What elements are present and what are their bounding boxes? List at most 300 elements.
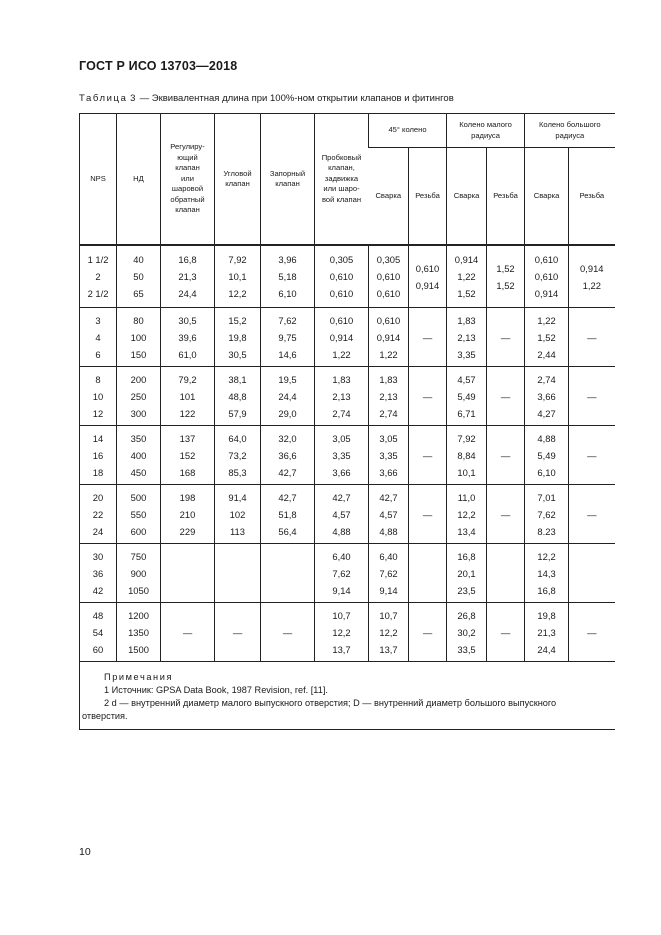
cell-value: 10,7 <box>332 609 351 621</box>
cell-elbow45-weld <box>369 245 409 308</box>
cell-nps <box>80 544 117 603</box>
cell-value: 3,66 <box>332 466 351 478</box>
cell-nd <box>117 245 161 308</box>
cell-value: 0,610 <box>376 271 401 282</box>
cell-value: 7,62 <box>278 314 297 326</box>
cell-value: 73,2 <box>228 449 247 461</box>
cell-value: 85,3 <box>228 466 247 478</box>
cell-value: 1,83 <box>332 373 351 385</box>
header-plug-valve-line: клапан, <box>328 163 355 173</box>
cell-elbow45-weld <box>369 485 409 544</box>
cell-value: 30 <box>92 550 104 562</box>
caption-text: — Эквивалентная длина при 100%-ном открытии клапанов и фитингов <box>139 93 454 104</box>
cell-elbow-large-thread <box>569 367 615 426</box>
note-1: 1 Источник: GPSA Data Book, 1987 Revision, ref. [11]. <box>104 685 328 695</box>
cell-value: 57,9 <box>228 407 247 419</box>
cell-nps <box>80 245 117 308</box>
cell-nps <box>80 485 117 544</box>
cell-value: 13,7 <box>379 643 398 655</box>
cell-value: 1050 <box>128 584 149 596</box>
cell-value: 24,4 <box>278 390 297 402</box>
cell-angle-valve <box>215 367 261 426</box>
note-2: 2 d — внутренний диаметр малого выпускного отверстия; D — внутренний диаметр большого выпускного <box>104 698 557 708</box>
header-elbow-large-radius-line: Колено большого <box>538 120 601 130</box>
cell-check-valve <box>161 245 215 308</box>
header-elbow-small-radius-line: радиуса <box>471 130 500 140</box>
header-angle-valve <box>215 114 261 246</box>
cell-value: 5,18 <box>278 271 297 282</box>
cell-value: 12,2 <box>379 626 398 638</box>
cell-check-valve <box>161 308 215 367</box>
cell-value: 550 <box>130 508 147 520</box>
header-elbow-large-radius <box>525 114 615 148</box>
cell-check-valve <box>161 367 215 426</box>
cell-nps <box>80 603 117 662</box>
cell-value: 16 <box>92 449 104 461</box>
cell-value: 10,1 <box>228 271 247 282</box>
cell-elbow-large-thread <box>569 485 615 544</box>
cell-value: 8 <box>95 373 101 385</box>
cell-plug-valve <box>315 308 369 367</box>
table-body <box>80 245 615 730</box>
cell-value: 3,35 <box>379 449 398 461</box>
header-plug-valve <box>315 114 369 246</box>
cell-value: 4,88 <box>332 525 351 537</box>
cell-value: 1,52 <box>496 262 515 274</box>
cell-value: 6,71 <box>457 407 476 419</box>
cell-value: — <box>587 331 597 343</box>
cell-value: — <box>422 626 433 638</box>
cell-elbow-small-thread <box>487 367 525 426</box>
cell-value: 48 <box>92 609 104 621</box>
cell-globe-valve <box>261 544 315 603</box>
header-nd: НД <box>117 114 161 246</box>
cell-value: 4,57 <box>457 373 476 385</box>
header-check-valve-line: клапан <box>175 163 200 173</box>
cell-value: 229 <box>179 525 196 537</box>
table-row <box>80 426 615 485</box>
cell-plug-valve <box>315 367 369 426</box>
cell-elbow-small-weld <box>447 603 487 662</box>
cell-value: 19,5 <box>278 373 297 385</box>
cell-angle-valve <box>215 308 261 367</box>
cell-value: 50 <box>133 271 144 282</box>
cell-elbow45-weld <box>369 603 409 662</box>
cell-value: 6,10 <box>278 288 297 299</box>
cell-value: 1500 <box>128 643 149 655</box>
table-row <box>80 603 615 662</box>
cell-value: 450 <box>130 466 147 478</box>
cell-value: 0,914 <box>580 262 604 274</box>
cell-value: — <box>587 390 597 402</box>
cell-value: — <box>422 508 433 520</box>
header-check-valve-line: обратный <box>170 194 205 204</box>
table-row <box>80 308 615 367</box>
cell-value: 137 <box>179 432 196 444</box>
cell-value: 4,27 <box>537 407 556 419</box>
table-notes <box>80 662 615 730</box>
header-angle-valve-line: Угловой <box>223 168 252 178</box>
header-elbow-small-radius <box>447 114 525 148</box>
cell-value: 2 1/2 <box>87 288 109 299</box>
cell-value: 19,8 <box>537 609 556 621</box>
cell-value: 36 <box>92 567 104 579</box>
cell-elbow-large-weld <box>525 544 569 603</box>
cell-plug-valve <box>315 544 369 603</box>
cell-value: 0,610 <box>376 288 401 299</box>
cell-elbow45-weld <box>369 544 409 603</box>
cell-value: 6,40 <box>332 550 351 562</box>
cell-elbow-large-weld <box>525 245 569 308</box>
cell-value: 210 <box>179 508 196 520</box>
cell-value: 9,75 <box>278 331 297 343</box>
cell-plug-valve <box>315 603 369 662</box>
cell-value: 29,0 <box>278 407 297 419</box>
document-code: ГОСТ Р ИСО 13703—2018 <box>79 59 238 73</box>
cell-value: 20,1 <box>457 567 476 579</box>
cell-nd <box>117 544 161 603</box>
cell-value: — <box>232 626 243 638</box>
cell-elbow-small-weld <box>447 308 487 367</box>
cell-value: 30,2 <box>457 626 476 638</box>
header-thread: Резьба <box>409 148 447 246</box>
cell-value: 12,2 <box>332 626 351 638</box>
cell-value: 350 <box>130 432 147 444</box>
cell-value: 1,52 <box>457 288 476 299</box>
cell-nps <box>80 367 117 426</box>
cell-value: 0,610 <box>329 314 354 326</box>
cell-value: 6,40 <box>379 550 398 562</box>
cell-value: 48,8 <box>228 390 247 402</box>
cell-value: 10,7 <box>379 609 398 621</box>
cell-value: 14 <box>92 432 104 444</box>
cell-globe-valve <box>261 485 315 544</box>
cell-plug-valve <box>315 426 369 485</box>
header-nps: NPS <box>80 114 117 246</box>
cell-value: — <box>587 449 597 461</box>
cell-value: 4,88 <box>537 432 556 444</box>
cell-elbow-small-weld <box>447 485 487 544</box>
header-elbow-45-line: 45° колено <box>388 125 427 135</box>
cell-value: — <box>500 331 511 343</box>
cell-value: 3,05 <box>379 432 398 444</box>
cell-elbow-small-weld <box>447 245 487 308</box>
cell-value: 30,5 <box>178 314 197 326</box>
cell-check-valve <box>161 603 215 662</box>
cell-value: 36,6 <box>278 449 297 461</box>
cell-value: 1,22 <box>537 314 556 326</box>
header-plug-valve-line: Пробковый <box>321 152 362 162</box>
cell-value: 3,35 <box>332 449 351 461</box>
cell-elbow-small-weld <box>447 426 487 485</box>
cell-value: — <box>587 508 597 520</box>
cell-value: 101 <box>179 390 196 402</box>
cell-elbow-large-thread <box>569 245 615 308</box>
cell-value: 12,2 <box>457 508 476 520</box>
cell-value: 91,4 <box>228 491 247 503</box>
header-globe-valve-line: клапан <box>275 179 300 188</box>
cell-value: 500 <box>130 491 147 503</box>
header-weld: Сварка <box>369 148 409 246</box>
header-weld: Сварка <box>447 148 487 246</box>
cell-plug-valve <box>315 245 369 308</box>
cell-value: — <box>422 331 433 343</box>
cell-value: 0,610 <box>534 271 559 282</box>
cell-value: 42,7 <box>278 491 297 503</box>
cell-angle-valve <box>215 544 261 603</box>
cell-value: 200 <box>130 373 147 385</box>
caption-label: Таблица <box>79 93 128 104</box>
cell-value: 7,92 <box>457 432 476 444</box>
header-thread: Резьба <box>569 148 615 246</box>
cell-value: 250 <box>130 390 147 402</box>
cell-value: — <box>422 390 433 402</box>
cell-angle-valve <box>215 426 261 485</box>
cell-elbow-small-thread <box>487 308 525 367</box>
cell-value: 24 <box>92 525 104 537</box>
caption-number: 3 <box>130 93 137 104</box>
cell-value: 7,62 <box>332 567 351 579</box>
cell-globe-valve <box>261 367 315 426</box>
cell-value: 10 <box>92 390 104 402</box>
cell-value: 100 <box>130 331 147 343</box>
cell-value: 0,610 <box>376 314 401 326</box>
cell-value: 5,49 <box>537 449 556 461</box>
cell-value: — <box>422 449 433 461</box>
cell-value: 1200 <box>128 609 149 621</box>
cell-value: 198 <box>179 491 196 503</box>
header-thread: Резьба <box>487 148 525 246</box>
cell-value: 102 <box>229 508 246 520</box>
header-plug-valve-line: задвижка <box>324 173 359 183</box>
cell-value: 54 <box>92 626 104 638</box>
cell-value: 2,13 <box>457 331 476 343</box>
header-check-valve <box>161 114 215 246</box>
cell-value: 30,5 <box>228 348 247 360</box>
cell-value: 18 <box>92 466 104 478</box>
cell-elbow-large-weld <box>525 603 569 662</box>
cell-elbow-small-thread <box>487 603 525 662</box>
cell-elbow-large-weld <box>525 426 569 485</box>
cell-value: 0,914 <box>415 279 440 291</box>
cell-value: 21,3 <box>537 626 556 638</box>
cell-angle-valve <box>215 603 261 662</box>
cell-value: 1350 <box>128 626 149 638</box>
page-number: 10 <box>79 846 91 858</box>
cell-nd <box>117 426 161 485</box>
header-weld: Сварка <box>525 148 569 246</box>
cell-elbow-large-weld <box>525 485 569 544</box>
cell-value: 12 <box>92 407 104 419</box>
cell-value: 1 1/2 <box>87 254 109 265</box>
cell-value: 2,74 <box>379 407 398 419</box>
cell-nd <box>117 603 161 662</box>
cell-value: 51,8 <box>278 508 297 520</box>
cell-value: 8,84 <box>457 449 476 461</box>
header-check-valve-line: шаровой <box>171 184 204 194</box>
cell-value: — <box>500 626 511 638</box>
table-row <box>80 367 615 426</box>
cell-value: 0,610 <box>329 271 354 282</box>
cell-value: 900 <box>130 567 147 579</box>
cell-nd <box>117 367 161 426</box>
cell-value: 113 <box>230 525 245 537</box>
cell-value: 14,6 <box>278 348 297 360</box>
cell-check-valve <box>161 485 215 544</box>
cell-value: 1,22 <box>332 348 351 360</box>
cell-value: 9,14 <box>332 584 351 596</box>
cell-value: 12,2 <box>228 288 247 299</box>
cell-value: 5,49 <box>457 390 476 402</box>
cell-elbow45-thread <box>409 485 447 544</box>
cell-nps <box>80 308 117 367</box>
cell-value: 0,914 <box>534 288 559 299</box>
cell-elbow45-weld <box>369 367 409 426</box>
cell-value: 42,7 <box>379 491 398 503</box>
cell-value: 65 <box>133 288 144 299</box>
cell-value: 79,2 <box>178 373 197 385</box>
cell-value: 40 <box>133 254 144 265</box>
cell-elbow45-thread <box>409 603 447 662</box>
cell-value: 400 <box>130 449 147 461</box>
header-elbow-45 <box>369 114 447 148</box>
cell-value: 1,22 <box>582 279 601 291</box>
cell-nd <box>117 485 161 544</box>
cell-value: 3,35 <box>457 348 476 360</box>
cell-value: 42,7 <box>332 491 351 503</box>
header-globe-valve <box>261 114 315 246</box>
cell-value: 21,3 <box>178 271 197 282</box>
cell-elbow45-thread <box>409 308 447 367</box>
cell-value: 20 <box>92 491 104 503</box>
cell-value: 6 <box>95 348 101 360</box>
table-notes-row <box>80 662 615 730</box>
table-caption <box>79 93 454 104</box>
table-header <box>80 114 615 246</box>
cell-value: — <box>500 390 511 402</box>
header-globe-valve-line: Запорный <box>269 168 306 178</box>
cell-value: 1,83 <box>457 314 476 326</box>
header-plug-valve-line: или шаро- <box>323 184 360 194</box>
cell-value: 2,44 <box>537 348 556 360</box>
cell-elbow45-weld <box>369 426 409 485</box>
cell-value: 4 <box>95 331 101 343</box>
cell-value: 14,3 <box>537 567 556 579</box>
header-elbow-small-radius-line: Колено малого <box>459 120 512 130</box>
header-elbow-large-radius-line: радиуса <box>555 130 585 140</box>
cell-value: — <box>587 626 597 638</box>
cell-value: 2,74 <box>537 373 556 385</box>
cell-value: 168 <box>179 466 196 478</box>
table-row <box>80 544 615 603</box>
cell-angle-valve <box>215 245 261 308</box>
cell-value: 150 <box>130 348 147 360</box>
cell-value: 24,4 <box>537 643 556 655</box>
cell-value: 61,0 <box>178 348 197 360</box>
cell-globe-valve <box>261 603 315 662</box>
cell-value: 9,14 <box>379 584 398 596</box>
cell-check-valve <box>161 426 215 485</box>
cell-value: 7,62 <box>379 567 398 579</box>
cell-value: 1,22 <box>379 348 398 360</box>
note-2-continued: отверстия. <box>82 711 128 721</box>
cell-elbow-large-thread <box>569 426 615 485</box>
cell-value: 16,8 <box>178 254 197 265</box>
cell-value: 4,88 <box>379 525 398 537</box>
cell-value: 1,52 <box>537 331 556 343</box>
cell-value: 0,610 <box>534 254 559 265</box>
cell-value: 0,610 <box>415 262 440 274</box>
cell-value: 6,10 <box>537 466 556 478</box>
cell-value: 3,66 <box>537 390 556 402</box>
cell-globe-valve <box>261 245 315 308</box>
cell-value: 60 <box>92 643 104 655</box>
cell-value: 1,83 <box>379 373 398 385</box>
cell-check-valve <box>161 544 215 603</box>
cell-elbow-small-thread <box>487 426 525 485</box>
cell-value: 3 <box>95 314 101 326</box>
cell-value: 32,0 <box>278 432 297 444</box>
cell-value: 10,1 <box>457 466 476 478</box>
cell-elbow45-weld <box>369 308 409 367</box>
table-row <box>80 485 615 544</box>
cell-value: 24,4 <box>178 288 197 299</box>
cell-elbow45-thread <box>409 544 447 603</box>
cell-elbow-small-weld <box>447 367 487 426</box>
cell-value: — <box>500 449 511 461</box>
cell-value: 0,305 <box>329 254 354 265</box>
cell-value: — <box>282 626 293 638</box>
cell-nps <box>80 426 117 485</box>
cell-value: 22 <box>92 508 104 520</box>
cell-value: 0,914 <box>376 331 401 343</box>
cell-value: 750 <box>130 550 147 562</box>
cell-value: 1,22 <box>457 271 476 282</box>
cell-globe-valve <box>261 426 315 485</box>
cell-value: 26,8 <box>457 609 476 621</box>
header-check-valve-line: Регулиру- <box>170 142 205 152</box>
cell-value: 152 <box>179 449 196 461</box>
header-angle-valve-line: клапан <box>225 179 250 188</box>
cell-value: 13,7 <box>332 643 351 655</box>
cell-value: 4,57 <box>332 508 351 520</box>
cell-value: 7,01 <box>537 491 556 503</box>
cell-elbow-large-weld <box>525 367 569 426</box>
cell-value: 4,57 <box>379 508 398 520</box>
cell-value: 11,0 <box>457 491 476 503</box>
cell-value: 15,2 <box>228 314 247 326</box>
cell-value: 3,05 <box>332 432 351 444</box>
cell-value: 12,2 <box>537 550 556 562</box>
cell-value: 64,0 <box>228 432 247 444</box>
header-check-valve-line: ющий <box>177 152 198 162</box>
cell-value: 0,914 <box>329 331 354 343</box>
cell-value: 13,4 <box>457 525 476 537</box>
cell-value: 1,52 <box>496 279 515 291</box>
cell-value: 2 <box>95 271 101 282</box>
cell-value: 2,13 <box>332 390 351 402</box>
cell-globe-valve <box>261 308 315 367</box>
cell-elbow-small-thread <box>487 245 525 308</box>
cell-value: 2,13 <box>379 390 398 402</box>
cell-elbow45-thread <box>409 426 447 485</box>
cell-value: 16,8 <box>457 550 476 562</box>
cell-plug-valve <box>315 485 369 544</box>
cell-elbow-large-thread <box>569 544 615 603</box>
cell-value: 3,66 <box>379 466 398 478</box>
cell-value: 0,610 <box>329 288 354 299</box>
cell-value: 33,5 <box>457 643 476 655</box>
